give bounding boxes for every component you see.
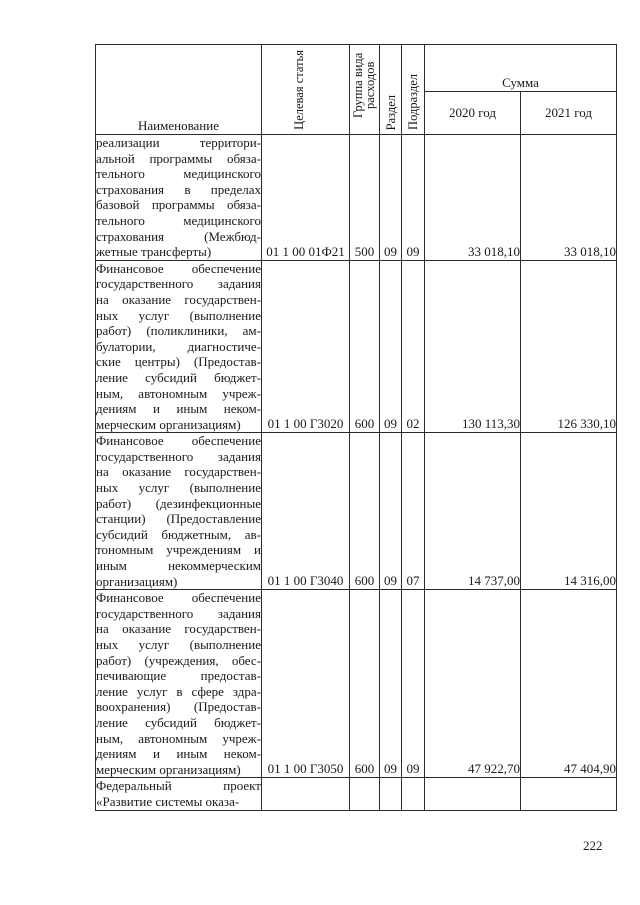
table-row <box>96 590 617 778</box>
name-line: на оказание государствен- <box>96 291 261 307</box>
row-sum-2020-cell <box>425 778 521 810</box>
name-line: на оказание государствен- <box>96 464 261 480</box>
header-section: Раздел <box>380 45 402 135</box>
table-row <box>96 433 617 590</box>
row-group-cell: 600 <box>350 260 380 433</box>
name-line: дениям и иным неком- <box>96 746 261 762</box>
row-name-cell <box>96 135 262 261</box>
name-line: страхования (Межбюд- <box>96 228 261 244</box>
row-group-cell: 500 <box>350 135 380 261</box>
name-line: Федеральный проект <box>96 778 261 794</box>
name-line: альной программы обяза- <box>96 150 261 166</box>
row-subsection-cell <box>402 778 425 810</box>
name-line: на оказание государствен- <box>96 621 261 637</box>
name-line: работ) (дезинфекционные <box>96 495 261 511</box>
name-line: ным, автономным учреж- <box>96 730 261 746</box>
header-sum: Сумма <box>425 45 617 92</box>
name-line: тономным учреждениям и <box>96 542 261 558</box>
name-line: ных услуг (выполнение <box>96 480 261 496</box>
name-line: работ) (поликлиники, ам- <box>96 323 261 339</box>
page-number: 222 <box>583 838 603 853</box>
name-line: ление субсидий бюджет- <box>96 714 261 730</box>
row-group-cell: 600 <box>350 433 380 590</box>
row-sum-2021-cell: 33 018,10 <box>521 135 617 261</box>
row-subsection-cell: 09 <box>402 590 425 778</box>
name-line-last: «Развитие системы оказа- <box>96 793 240 809</box>
name-line: государственного задания <box>96 605 261 621</box>
header-name: Наименование <box>96 45 262 135</box>
row-target-cell: 01 1 00 Г3040 <box>262 433 350 590</box>
row-sum-2020-cell: 33 018,10 <box>425 135 521 261</box>
table-row <box>96 260 617 433</box>
name-line: субсидий бюджетным, ав- <box>96 526 261 542</box>
table-row <box>96 135 617 261</box>
name-line: станции) (Предоставление <box>96 511 261 527</box>
row-sum-2021-cell: 126 330,10 <box>521 260 617 433</box>
row-target-cell <box>262 778 350 810</box>
name-line: реализации территори- <box>96 135 261 150</box>
header-target: Целевая статья <box>262 45 350 135</box>
row-subsection-cell: 09 <box>402 135 425 261</box>
name-line: печивающие предостав- <box>96 668 261 684</box>
row-name-cell <box>96 260 262 433</box>
header-group: Группа вида расходов <box>350 45 380 135</box>
header-year-2021: 2021 год <box>521 92 617 135</box>
header-subsection: Подраздел <box>402 45 425 135</box>
table-row <box>96 778 617 810</box>
row-sum-2021-cell: 14 316,00 <box>521 433 617 590</box>
row-section-cell: 09 <box>380 433 402 590</box>
name-line-last: мерческим организациям) <box>96 416 241 432</box>
row-sum-2021-cell: 47 404,90 <box>521 590 617 778</box>
name-line: булатории, диагностиче- <box>96 338 261 354</box>
name-line: базовой программы обяза- <box>96 197 261 213</box>
name-line: Финансовое обеспечение <box>96 260 261 276</box>
name-line: Финансовое обеспечение <box>96 590 261 606</box>
row-target-cell: 01 1 00 01Ф21 <box>262 135 350 261</box>
row-section-cell: 09 <box>380 135 402 261</box>
name-line: ление услуг в сфере здра- <box>96 683 261 699</box>
row-target-cell: 01 1 00 Г3020 <box>262 260 350 433</box>
row-name-cell <box>96 590 262 778</box>
name-line-last: жетные трансферты) <box>96 244 212 260</box>
name-line: государственного задания <box>96 448 261 464</box>
name-line: дениям и иным неком- <box>96 401 261 417</box>
name-line-last: организациям) <box>96 573 178 589</box>
row-name-cell <box>96 778 262 810</box>
row-subsection-cell: 02 <box>402 260 425 433</box>
row-section-cell: 09 <box>380 590 402 778</box>
name-line: страхования в пределах <box>96 181 261 197</box>
row-sum-2021-cell <box>521 778 617 810</box>
name-line: ных услуг (выполнение <box>96 637 261 652</box>
budget-table <box>95 44 617 811</box>
name-line: ным, автономным учреж- <box>96 385 261 401</box>
name-line: ление субсидий бюджет- <box>96 369 261 385</box>
name-line: тельного медицинского <box>96 212 261 228</box>
row-group-cell: 600 <box>350 590 380 778</box>
row-sum-2020-cell: 14 737,00 <box>425 433 521 590</box>
name-line: работ) (учреждения, обес- <box>96 652 261 668</box>
name-line: ские центры) (Предостав- <box>96 354 261 370</box>
name-line: ных услуг (выполнение <box>96 307 261 323</box>
name-line: тельного медицинского <box>96 166 261 182</box>
name-line: государственного задания <box>96 276 261 292</box>
row-section-cell: 09 <box>380 260 402 433</box>
name-line: Финансовое обеспечение <box>96 433 261 449</box>
header-year-2020: 2020 год <box>425 92 521 135</box>
row-name-cell <box>96 433 262 590</box>
name-line-last: мерческим организациям) <box>96 761 241 777</box>
row-sum-2020-cell: 47 922,70 <box>425 590 521 778</box>
row-group-cell <box>350 778 380 810</box>
row-target-cell: 01 1 00 Г3050 <box>262 590 350 778</box>
name-line: иным некоммерческим <box>96 558 261 574</box>
row-subsection-cell: 07 <box>402 433 425 590</box>
row-sum-2020-cell: 130 113,30 <box>425 260 521 433</box>
row-section-cell <box>380 778 402 810</box>
name-line: воохранения) (Предостав- <box>96 699 261 715</box>
